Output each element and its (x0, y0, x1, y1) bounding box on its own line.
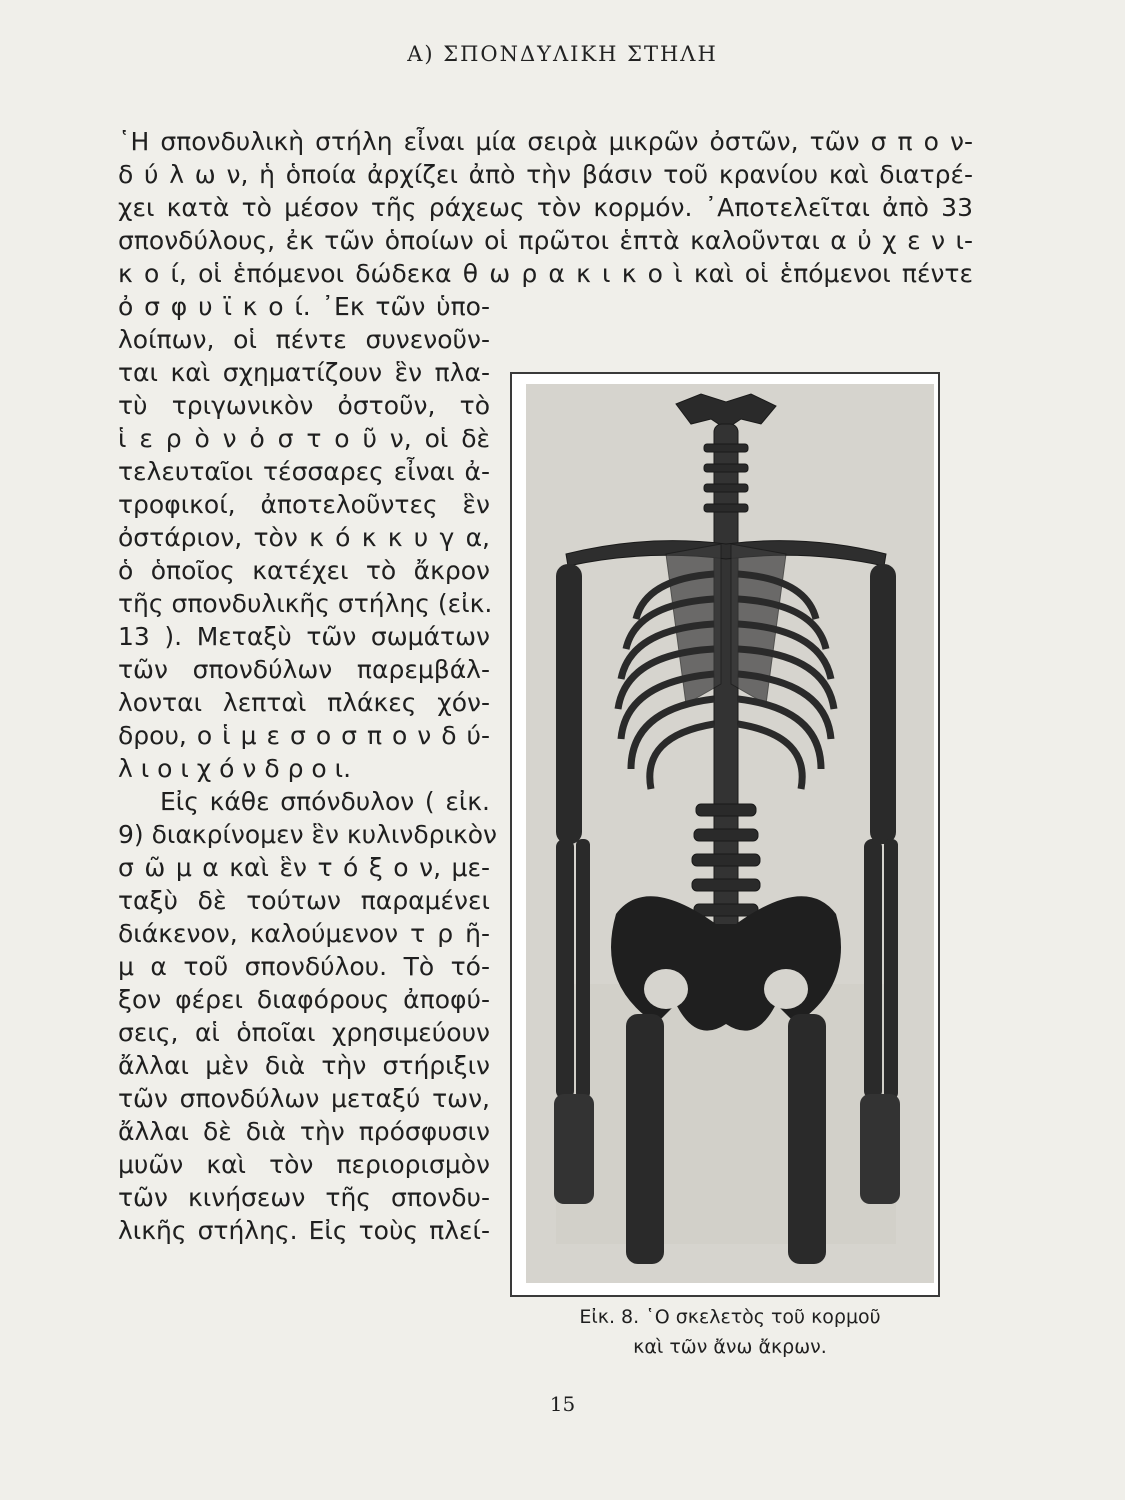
text-line: τῆς σπονδυλικῆς στήλης (εἰκ. (118, 589, 493, 618)
text-line: ξον φέρει διαφόρους ἀποφύ- (118, 985, 490, 1014)
skeleton-illustration (526, 384, 934, 1283)
text-line: τῶν σπονδύλων μεταξύ των, (118, 1084, 490, 1113)
text-line: διάκενον, καλούμενον τ ρ ῆ- (118, 919, 490, 948)
text-line: λοίπων, οἱ πέντε συνενοῦν- (118, 325, 490, 354)
text-line: σεις, αἱ ὁποῖαι χρησιμεύουν (118, 1018, 490, 1047)
text-line: 13 ). Μεταξὺ τῶν σωμάτων (118, 622, 490, 651)
figure-caption-line1: Εἰκ. 8. ῾Ο σκελετὸς τοῦ κορμοῦ (579, 1306, 881, 1328)
text-line: ὀστάριον, τὸν κ ό κ κ υ γ α, (118, 523, 490, 552)
text-line: σ ῶ μ α καὶ ἓν τ ό ξ ο ν, με- (118, 853, 490, 882)
text-line: ἄλλαι μὲν διὰ τὴν στήριξιν (118, 1051, 490, 1080)
text-line: ῾Η σπονδυλικὴ στήλη εἶναι μία σειρὰ μικρῶν ὀστῶν, τῶν σ π ο ν- (118, 127, 973, 156)
skeleton-figure (510, 372, 940, 1297)
figure-caption-line2: καὶ τῶν ἄνω ἄκρων. (633, 1336, 827, 1358)
text-line: ὀ σ φ υ ϊ κ ο ί. ᾿Εκ τῶν ὑπο- (118, 292, 490, 321)
text-line: τροφικοί, ἀποτελοῦντες ἓν (118, 490, 490, 519)
text-line: ται καὶ σχηματίζουν ἓν πλα- (118, 358, 490, 387)
text-line: λ ι ο ι χ ό ν δ ρ ο ι. (118, 754, 352, 783)
text-line: τελευταῖοι τέσσαρες εἶναι ἀ- (118, 457, 490, 486)
page-number: 15 (549, 1392, 576, 1416)
text-line: τῶν σπονδύλων παρεμβάλ- (118, 655, 490, 684)
text-line: λονται λεπταὶ πλάκες χόν- (118, 688, 490, 717)
text-line: σπονδύλους, ἐκ τῶν ὁποίων οἱ πρῶτοι ἑπτὰ καλοῦνται α ὐ χ ε ν ι- (118, 226, 973, 255)
text-line: μ α τοῦ σπονδύλου. Τὸ τό- (118, 952, 490, 981)
text-line: κ ο ί, οἱ ἑπόμενοι δώδεκα θ ω ρ α κ ι κ ο ὶ καὶ οἱ ἑπόμενοι πέντε (118, 259, 973, 288)
text-line: ὁ ὁποῖος κατέχει τὸ ἄκρον (118, 556, 490, 585)
text-line: ταξὺ δὲ τούτων παραμένει (118, 886, 490, 915)
text-line: λικῆς στήλης. Εἰς τοὺς πλεί- (118, 1216, 490, 1245)
text-line: χει κατὰ τὸ μέσον τῆς ράχεως τὸν κορμόν. ᾿Αποτελεῖται ἀπὸ 33 (118, 193, 973, 222)
text-line: δρου, ο ἱ μ ε σ ο σ π ο ν δ ύ- (118, 721, 490, 750)
text-line: δ ύ λ ω ν, ἡ ὁποία ἀρχίζει ἀπὸ τὴν βάσιν τοῦ κρανίου καὶ διατρέ- (118, 160, 973, 189)
text-line: Εἰς κάθε σπόνδυλον ( εἰκ. (160, 787, 490, 816)
text-line: τὺ τριγωνικὸν ὀστοῦν, τὸ (118, 391, 490, 420)
text-line: μυῶν καὶ τὸν περιορισμὸν (118, 1150, 490, 1179)
figure-photo-area (526, 384, 930, 1281)
text-line: ἄλλαι δὲ διὰ τὴν πρόσφυσιν (118, 1117, 490, 1146)
text-line: τῶν κινήσεων τῆς σπονδυ- (118, 1183, 490, 1212)
text-line: 9) διακρίνομεν ἓν κυλινδρικὸν (118, 820, 497, 849)
section-heading: Α) ΣΠΟΝΔΥΛΙΚΗ ΣΤΗΛΗ (407, 42, 718, 66)
text-line: ἱ ε ρ ὸ ν ὀ σ τ ο ῦ ν, οἱ δὲ (118, 424, 490, 453)
